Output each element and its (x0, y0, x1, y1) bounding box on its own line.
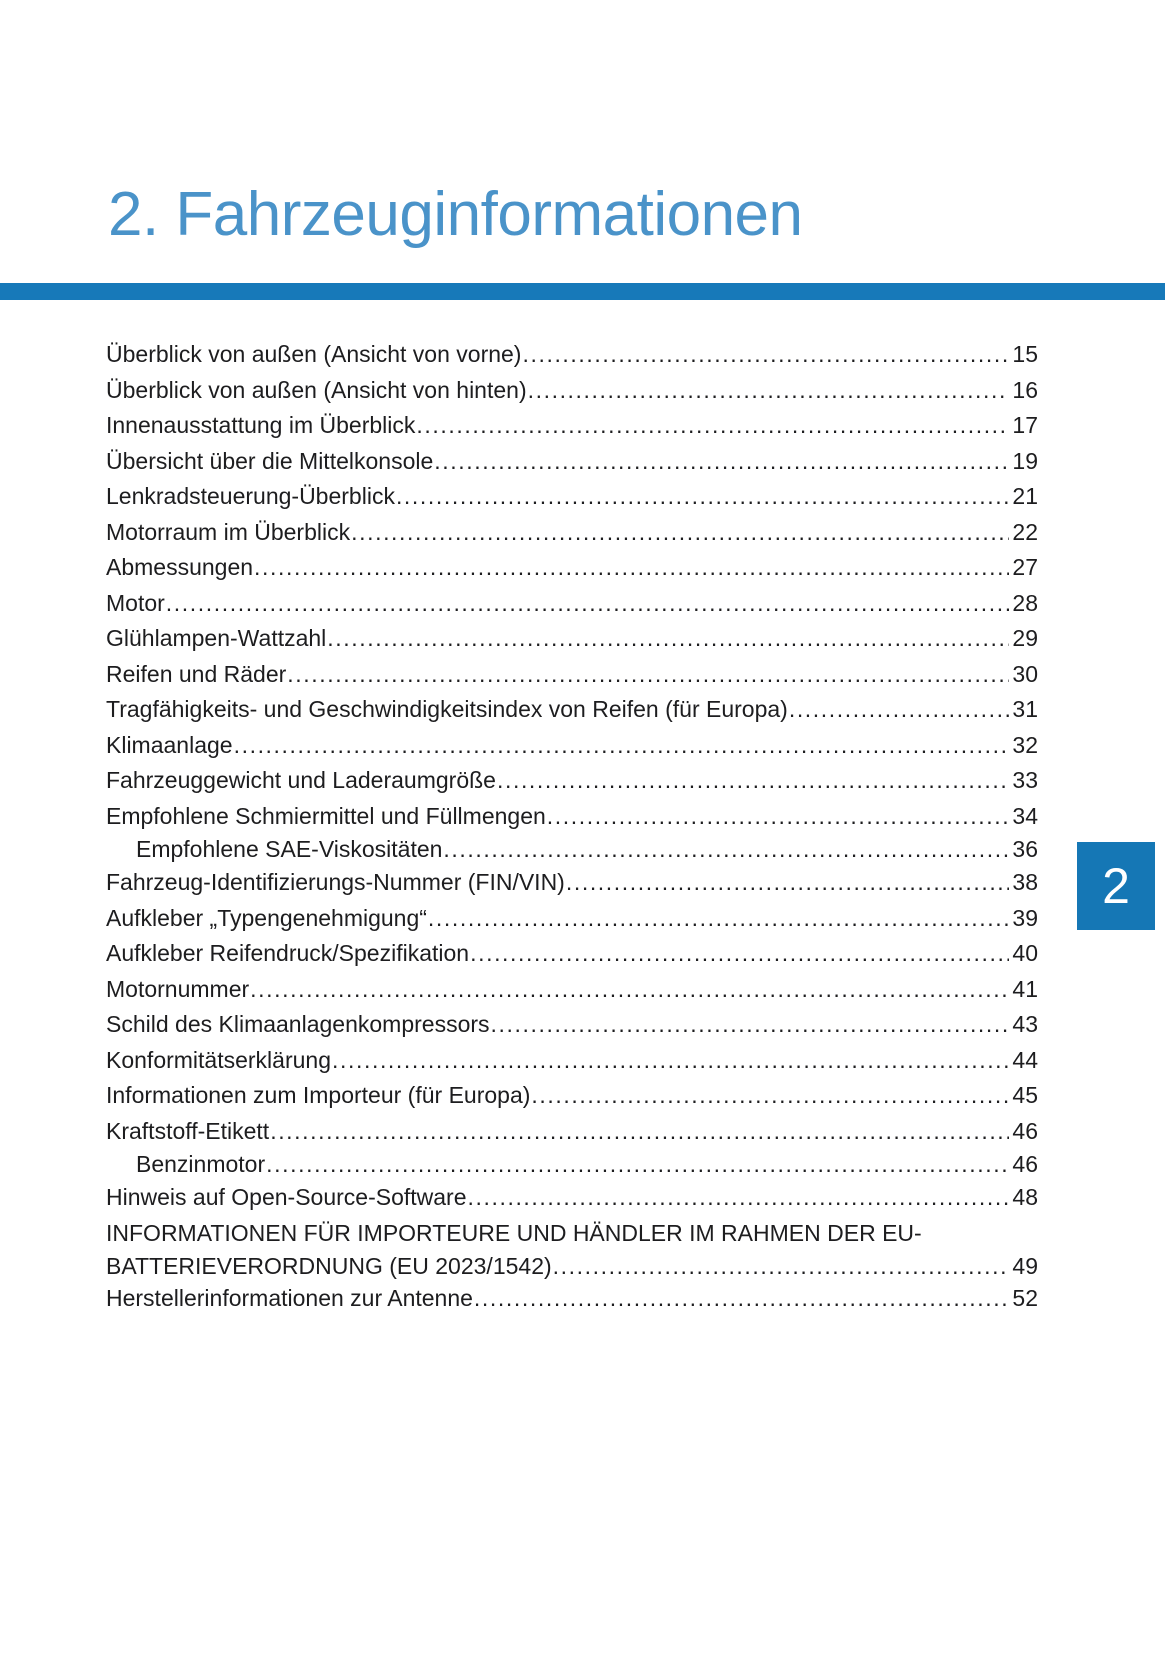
toc-entry-page: 32 (1012, 731, 1038, 758)
toc-entry-page: 27 (1012, 554, 1038, 580)
toc-entry[interactable] (106, 1149, 1038, 1180)
toc-entry[interactable] (106, 901, 1038, 937)
toc-leader-dots (234, 728, 1010, 764)
toc-entry-label: Benzinmotor (136, 1151, 266, 1177)
toc-entry[interactable] (106, 728, 1038, 764)
toc-entry[interactable] (106, 550, 1038, 586)
toc-entry-label: Empfohlene SAE-Viskositäten (136, 836, 443, 862)
toc-entry[interactable] (106, 1180, 1038, 1216)
toc-entry[interactable] (106, 337, 1038, 373)
toc-entry-page: 41 (1012, 975, 1038, 1002)
toc-entry-label: Überblick von außen (Ansicht von hinten) (106, 376, 527, 403)
toc-leader-dots (789, 692, 1010, 728)
toc-entry-page: 21 (1012, 483, 1038, 509)
toc-entry-page: 16 (1012, 376, 1038, 403)
toc-entry[interactable] (106, 799, 1038, 835)
toc-leader-dots (254, 550, 1009, 586)
toc-entry-page: 33 (1012, 767, 1038, 793)
toc-entry-page: 46 (1012, 1117, 1038, 1144)
toc-entry-page: 31 (1012, 696, 1038, 722)
toc-entry-label: Überblick von außen (Ansicht von vorne) (106, 341, 522, 367)
chapter-tab-number: 2 (1102, 858, 1130, 914)
toc-entry[interactable] (106, 1216, 1038, 1282)
toc-entry-label: Abmessungen (106, 554, 254, 580)
toc-entry-label: INFORMATIONEN FÜR IMPORTEURE UND HÄNDLER IM RAHMEN DER EU- (106, 1219, 922, 1246)
toc-leader-dots (528, 373, 1010, 409)
toc-entry[interactable] (106, 444, 1038, 480)
toc-entry[interactable] (106, 1281, 1038, 1317)
toc-entry-label: Konformitätserklärung (106, 1046, 331, 1073)
toc-leader-dots (166, 586, 1010, 622)
toc-leader-dots (416, 408, 1009, 444)
toc-entry-page: 28 (1012, 589, 1038, 616)
toc-entry-page: 19 (1012, 447, 1038, 474)
toc-entry-page: 39 (1012, 904, 1038, 931)
toc-entry-label: Kraftstoff-Etikett (106, 1117, 270, 1144)
toc-entry-label: Fahrzeug-Identifizierungs-Nummer (FIN/VIN) (106, 869, 565, 895)
toc-entry-label: Fahrzeuggewicht und Laderaumgröße (106, 767, 496, 793)
toc-entry-page: 36 (1012, 836, 1038, 862)
toc-entry[interactable] (106, 972, 1038, 1008)
toc-leader-dots (396, 479, 1009, 515)
toc-entry-page: 15 (1012, 341, 1038, 367)
toc-entry[interactable] (106, 1114, 1038, 1150)
toc-entry[interactable] (106, 515, 1038, 551)
toc-entry-label: Schild des Klimaanlagenkompressors (106, 1011, 490, 1037)
toc-leader-dots (270, 1114, 1009, 1150)
toc-entry[interactable] (106, 373, 1038, 409)
toc-leader-dots (522, 337, 1009, 373)
toc-entry-page: 48 (1012, 1184, 1038, 1210)
toc-entry-label: Lenkradsteuerung-Überblick (106, 483, 395, 509)
toc-leader-dots (428, 901, 1009, 937)
toc-leader-dots (266, 1149, 1009, 1180)
toc-entry[interactable] (106, 586, 1038, 622)
toc-entry-page: 52 (1012, 1285, 1038, 1311)
toc-entry-label: Klimaanlage (106, 731, 233, 758)
toc-entry-page: 40 (1012, 940, 1038, 966)
toc-entry[interactable] (106, 1043, 1038, 1079)
toc-entry-page: 29 (1012, 625, 1038, 651)
toc-leader-dots (351, 515, 1009, 551)
toc-entry-page: 44 (1012, 1046, 1038, 1073)
toc-entry-label: Reifen und Räder (106, 660, 287, 687)
chapter-tab (1077, 842, 1155, 930)
toc-entry-label: Motor (106, 589, 165, 616)
toc-entry-page: 46 (1012, 1151, 1038, 1177)
toc-entry-page: 45 (1012, 1082, 1038, 1108)
toc-entry[interactable] (106, 936, 1038, 972)
toc-entry-label: Empfohlene Schmiermittel und Füllmengen (106, 802, 546, 829)
toc-leader-dots (287, 657, 1009, 693)
toc-leader-dots (443, 834, 1009, 865)
toc-leader-dots (434, 444, 1009, 480)
toc-leader-dots (250, 972, 1009, 1008)
toc-entry-page: 30 (1012, 660, 1038, 687)
toc-list (106, 337, 1038, 1317)
toc-entry-label: Herstellerinformationen zur Antenne (106, 1285, 473, 1311)
toc-leader-dots (497, 763, 1009, 799)
toc-entry[interactable] (106, 657, 1038, 693)
toc-leader-dots (553, 1251, 1010, 1281)
toc-entry[interactable] (106, 834, 1038, 865)
toc-entry-label: Glühlampen-Wattzahl (106, 625, 327, 651)
toc-entry-page: 34 (1012, 802, 1038, 829)
toc-entry-label: Aufkleber Reifendruck/Spezifikation (106, 940, 470, 966)
toc-entry[interactable] (106, 621, 1038, 657)
toc-leader-dots (332, 1043, 1009, 1079)
toc-leader-dots (468, 1180, 1010, 1216)
toc-entry[interactable] (106, 1007, 1038, 1043)
toc-leader-dots (566, 865, 1010, 901)
toc-entry-label: Tragfähigkeits- und Geschwindigkeitsindex von Reifen (für Europa) (106, 696, 788, 722)
toc-entry-label: Motornummer (106, 975, 250, 1002)
toc-leader-dots (470, 936, 1009, 972)
title-divider-bar (0, 283, 1165, 300)
toc-entry-label: Übersicht über die Mittelkonsole (106, 447, 434, 474)
chapter-title: 2. Fahrzeuginformationen (108, 180, 803, 249)
toc-leader-dots (474, 1281, 1009, 1317)
toc-entry[interactable] (106, 408, 1038, 444)
toc-leader-dots (531, 1078, 1009, 1114)
toc-entry-label: Motorraum im Überblick (106, 518, 351, 545)
toc-entry-label: Hinweis auf Open-Source-Software (106, 1184, 467, 1210)
toc-leader-dots (491, 1007, 1010, 1043)
toc-entry-label: Informationen zum Importeur (für Europa) (106, 1082, 531, 1108)
toc-entry[interactable] (106, 479, 1038, 515)
toc-entry-page: 43 (1012, 1011, 1038, 1037)
toc-entry-page: 49 (1012, 1253, 1038, 1279)
toc-leader-dots (327, 621, 1009, 657)
toc-entry[interactable] (106, 1078, 1038, 1114)
toc-leader-dots (547, 799, 1010, 835)
toc-entry-page: 38 (1012, 869, 1038, 895)
toc-entry-page: 17 (1012, 412, 1038, 438)
toc-entry-page: 22 (1012, 518, 1038, 545)
toc-entry-label: Innenausstattung im Überblick (106, 412, 416, 438)
toc-entry[interactable] (106, 865, 1038, 901)
toc-entry-label: Aufkleber „Typengenehmigung“ (106, 904, 427, 931)
toc-entry[interactable] (106, 763, 1038, 799)
toc-entry-label-line2: BATTERIEVERORDNUNG (EU 2023/1542) (106, 1253, 552, 1279)
toc-entry[interactable] (106, 692, 1038, 728)
